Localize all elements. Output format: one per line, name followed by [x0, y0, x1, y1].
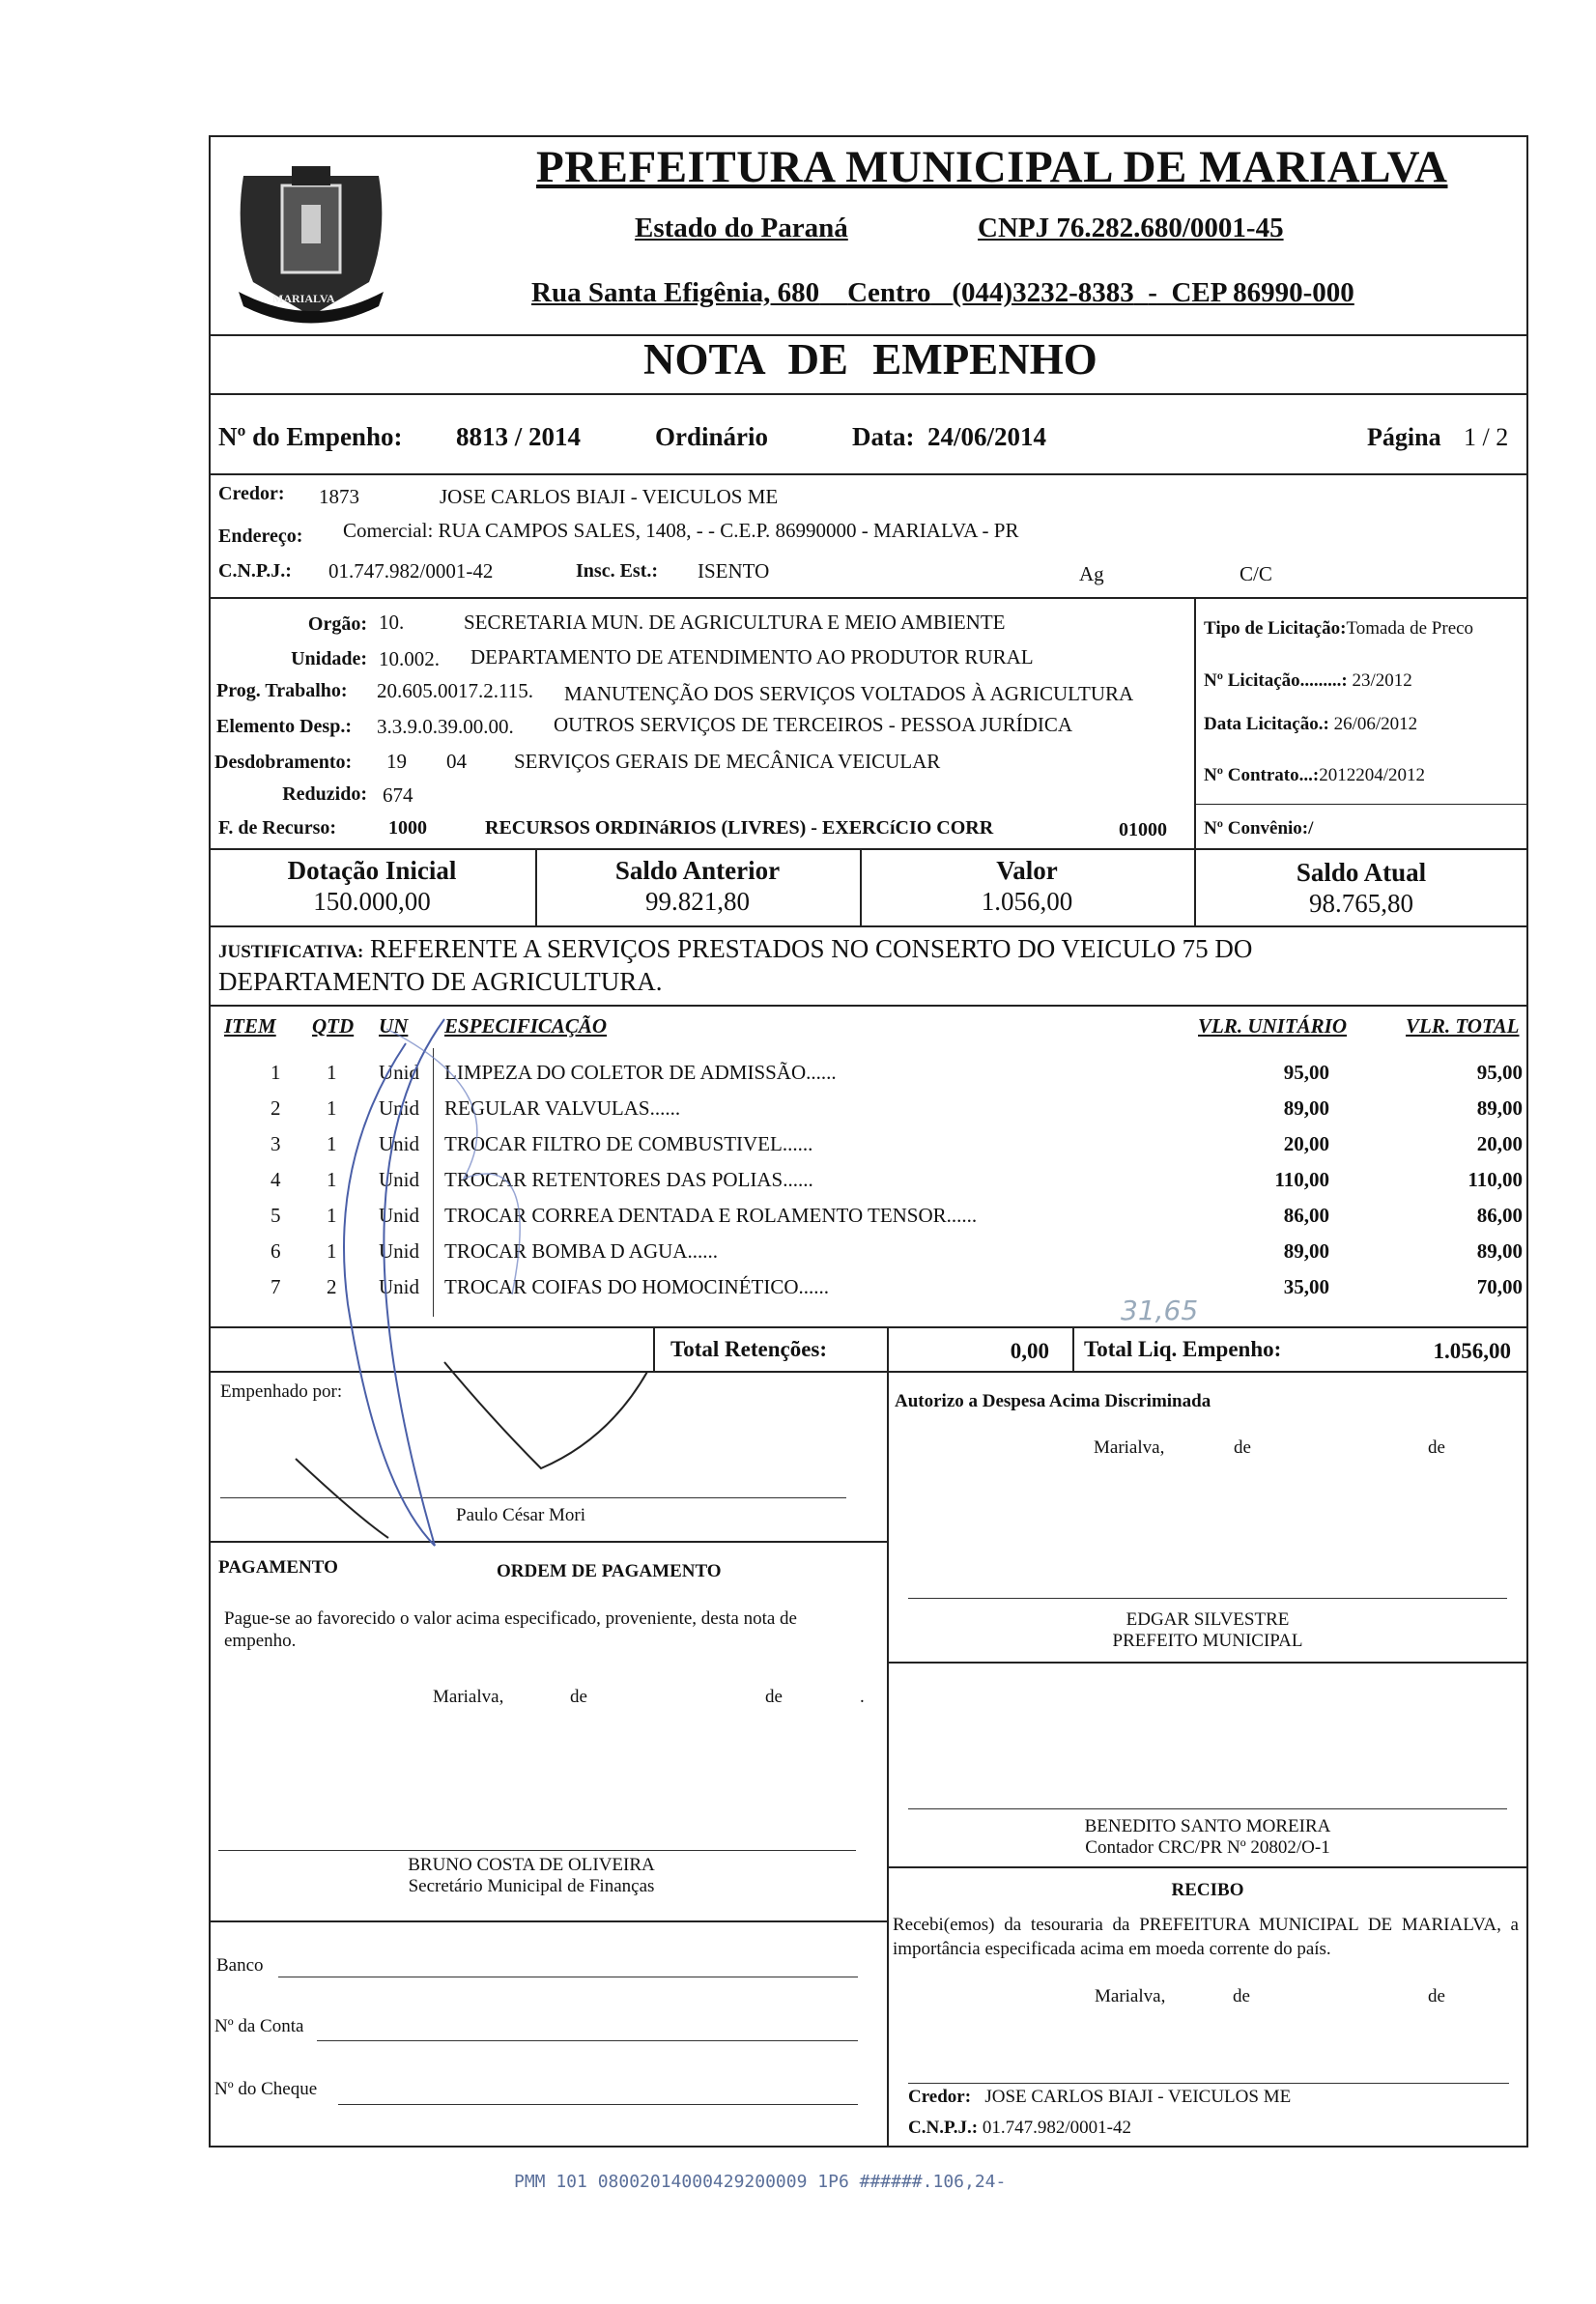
- conta-field[interactable]: [317, 2040, 858, 2041]
- col-qtd: QTD: [312, 1014, 355, 1038]
- dotacao-value: 150.000,00: [313, 887, 431, 916]
- desd-label: Desdobramento:: [214, 752, 353, 773]
- row-item: 2: [271, 1096, 281, 1120]
- prefeito-role: PREFEITO MUNICIPAL: [1112, 1631, 1303, 1651]
- retencoes-label: Total Retenções:: [670, 1337, 828, 1361]
- divider: [209, 393, 1528, 395]
- row-spec: TROCAR BOMBA D AGUA......: [444, 1239, 718, 1263]
- row-total: 95,00: [1476, 1061, 1523, 1084]
- licitacao-num: [1204, 670, 1412, 692]
- header-dash: -: [1148, 277, 1157, 308]
- licitacao-num-value: 23/2012: [1352, 670, 1412, 691]
- orgao-name: SECRETARIA MUN. DE AGRICULTURA E MEIO AMBIENTE: [464, 611, 1006, 634]
- anterior-value: 99.821,80: [645, 887, 750, 916]
- pagamento-city: Marialva,: [433, 1687, 504, 1707]
- recibo-cnpj: [908, 2118, 1131, 2139]
- recibo-text: Recebi(emos) da tesouraria da PREFEITURA MUNICIPAL DE MARIALVA, a importância especificada acima em moeda corrente do país.: [893, 1915, 1519, 1959]
- contador-name: BENEDITO SANTO MOREIRA: [1084, 1816, 1331, 1836]
- row-spec: TROCAR FILTRO DE COMBUSTIVEL......: [444, 1132, 813, 1155]
- licitacao-contrato-value: 2012204/2012: [1319, 765, 1425, 785]
- row-qtd: 1: [327, 1204, 337, 1227]
- secretario-name: BRUNO COSTA DE OLIVEIRA: [408, 1855, 655, 1875]
- licitacao-tipo: [1204, 618, 1473, 640]
- row-total: 70,00: [1476, 1275, 1523, 1298]
- row-un: Unid: [379, 1239, 419, 1263]
- ie-label: Insc. Est.:: [576, 560, 659, 582]
- licitacao-contrato-label: Nº Contrato...:: [1204, 765, 1320, 785]
- col-unit: VLR. UNITÁRIO: [1198, 1014, 1348, 1038]
- row-qtd: 1: [327, 1061, 337, 1084]
- row-un: Unid: [379, 1096, 419, 1120]
- licitacao-tipo-label: Tipo de Licitação:: [1204, 618, 1347, 639]
- recibo-cnpj-value: 01.747.982/0001-42: [982, 2118, 1131, 2138]
- divider: [887, 1866, 1528, 1868]
- unidade-name: DEPARTAMENTO DE ATENDIMENTO AO PRODUTOR RURAL: [470, 645, 1034, 668]
- row-unit: 35,00: [1283, 1275, 1329, 1298]
- credor-label: Credor:: [218, 483, 285, 504]
- fonte-label: F. de Recurso:: [218, 817, 337, 839]
- col-spec: ESPECIFICAÇÃO: [444, 1014, 608, 1038]
- address-label: Endereço:: [218, 526, 303, 547]
- licitacao-data-value: 26/06/2012: [1333, 714, 1418, 734]
- row-total: 20,00: [1476, 1132, 1523, 1155]
- row-item: 3: [271, 1132, 281, 1155]
- row-item: 5: [271, 1204, 281, 1227]
- row-qtd: 1: [327, 1168, 337, 1191]
- divider: [209, 925, 1528, 927]
- row-spec: TROCAR CORREA DENTADA E ROLAMENTO TENSOR......: [444, 1204, 978, 1227]
- reduzido-value: 674: [383, 783, 413, 807]
- row-un: Unid: [379, 1132, 419, 1155]
- header-cnpj: CNPJ 76.282.680/0001-45: [978, 213, 1284, 243]
- header-phone: (044)3232-8383: [952, 277, 1134, 308]
- valor-value: 1.056,00: [981, 887, 1073, 916]
- justificativa-label: JUSTIFICATIVA:: [218, 942, 364, 962]
- dotacao-label: Dotação Inicial: [287, 856, 457, 885]
- atual-label: Saldo Atual: [1296, 858, 1427, 887]
- pagamento-de2: de: [765, 1687, 783, 1707]
- empenho-date: 24/06/2014: [927, 422, 1047, 451]
- fonte-name: RECURSOS ORDINáRIOS (LIVRES) - EXERCíCIO CORR: [485, 817, 994, 839]
- recibo-de2: de: [1428, 1986, 1445, 2006]
- cheque-field[interactable]: [338, 2104, 858, 2105]
- row-spec: LIMPEZA DO COLETOR DE ADMISSÃO......: [444, 1061, 837, 1084]
- desd-name: SERVIÇOS GERAIS DE MECÂNICA VEICULAR: [514, 750, 941, 773]
- credor-code: 1873: [319, 485, 359, 508]
- row-qtd: 2: [327, 1275, 337, 1298]
- col-un: UN: [379, 1014, 409, 1038]
- row-item: 4: [271, 1168, 281, 1191]
- page-number: 1 / 2: [1464, 423, 1509, 451]
- autorizo-de2: de: [1428, 1437, 1445, 1458]
- row-item: 6: [271, 1239, 281, 1263]
- divider: [887, 1326, 889, 1371]
- recibo-credor-label: Credor:: [908, 2087, 972, 2107]
- row-spec: REGULAR VALVULAS......: [444, 1096, 681, 1120]
- empenhado-label: Empenhado por:: [220, 1381, 343, 1402]
- recibo-cnpj-label: C.N.P.J.:: [908, 2118, 979, 2138]
- empenho-label: Nº do Empenho:: [218, 422, 403, 451]
- page-label: Página: [1367, 423, 1441, 451]
- prefeito-name: EDGAR SILVESTRE: [1126, 1609, 1290, 1630]
- ag-label: Ag: [1079, 562, 1104, 585]
- divider: [209, 848, 1528, 850]
- recibo-credor: [908, 2087, 1291, 2108]
- divider: [209, 1920, 887, 1922]
- col-total: VLR. TOTAL: [1406, 1014, 1520, 1038]
- fonte-code: 1000: [388, 817, 427, 839]
- signature-line: [908, 2083, 1509, 2084]
- unidade-code: 10.002.: [379, 647, 440, 670]
- header-street: Rua Santa Efigênia, 680: [531, 277, 820, 308]
- doc-title: NOTA DE EMPENHO: [643, 335, 1097, 384]
- row-item: 7: [271, 1275, 281, 1298]
- row-un: Unid: [379, 1275, 419, 1298]
- header-state: Estado do Paraná: [635, 213, 848, 243]
- seal-text: MARIALVA: [272, 292, 335, 305]
- retencoes-value: 0,00: [1010, 1339, 1049, 1363]
- prog-label: Prog. Trabalho:: [216, 680, 348, 701]
- elem-name: OUTROS SERVIÇOS DE TERCEIROS - PESSOA JURÍDICA: [554, 713, 1073, 736]
- autorizo-city: Marialva,: [1094, 1437, 1165, 1458]
- signature-line: [218, 1850, 856, 1851]
- header-title: PREFEITURA MUNICIPAL DE MARIALVA: [536, 142, 1448, 192]
- row-un: Unid: [379, 1168, 419, 1191]
- pen-signature: [290, 1005, 676, 1555]
- elem-code: 3.3.9.0.39.00.00.: [377, 715, 514, 738]
- row-qtd: 1: [327, 1239, 337, 1263]
- recibo-de1: de: [1233, 1986, 1250, 2006]
- divider: [209, 597, 1528, 599]
- justificativa-line1: REFERENTE A SERVIÇOS PRESTADOS NO CONSERTO DO VEICULO 75 DO: [370, 934, 1253, 963]
- row-total: 86,00: [1476, 1204, 1523, 1227]
- header-cep: CEP 86990-000: [1171, 277, 1354, 308]
- autorizo-de1: de: [1234, 1437, 1251, 1458]
- divider: [887, 1662, 1528, 1664]
- contador-role: Contador CRC/PR Nº 20802/O-1: [1085, 1837, 1330, 1858]
- unidade-label: Unidade:: [291, 648, 367, 669]
- row-qtd: 1: [327, 1132, 337, 1155]
- footer-stamp: PMM 101 08002014000429200009 1P6 ######.106,24-: [514, 2172, 1007, 2192]
- empenho-number: 8813 / 2014: [456, 422, 582, 451]
- divider: [1072, 1326, 1074, 1371]
- cnpj-label: C.N.P.J.:: [218, 560, 292, 582]
- recibo-label: RECIBO: [1171, 1880, 1244, 1900]
- row-unit: 20,00: [1283, 1132, 1329, 1155]
- justificativa: [218, 934, 1252, 996]
- divider: [1194, 804, 1528, 805]
- row-total: 89,00: [1476, 1096, 1523, 1120]
- signature-line: [908, 1808, 1507, 1809]
- credor-ie: ISENTO: [698, 559, 770, 583]
- empenho-date-label: Data:: [852, 422, 915, 451]
- credor-cnpj: 01.747.982/0001-42: [328, 559, 494, 583]
- row-spec: TROCAR RETENTORES DAS POLIAS......: [444, 1168, 813, 1191]
- divider: [887, 1371, 889, 2148]
- desd-code2: 04: [446, 750, 467, 773]
- pague-text: Pague-se ao favorecido o valor acima especificado, proveniente, desta nota de empenho.: [224, 1608, 797, 1651]
- row-item: 1: [271, 1061, 281, 1084]
- pagamento-de1: de: [570, 1687, 587, 1707]
- liq-label: Total Liq. Empenho:: [1084, 1337, 1282, 1361]
- licitacao-contrato: [1204, 765, 1425, 786]
- anterior-label: Saldo Anterior: [614, 856, 781, 885]
- licitacao-data-label: Data Licitação.:: [1204, 714, 1329, 734]
- atual-value: 98.765,80: [1309, 889, 1413, 918]
- prog-name: MANUTENÇÃO DOS SERVIÇOS VOLTADOS À AGRICULTURA: [564, 682, 1134, 705]
- row-unit: 89,00: [1283, 1096, 1329, 1120]
- credor-name: JOSE CARLOS BIAJI - VEICULOS ME: [440, 485, 779, 508]
- licitacao-num-label: Nº Licitação.........:: [1204, 670, 1348, 691]
- row-unit: 95,00: [1283, 1061, 1329, 1084]
- licitacao-convenio: Nº Convênio:/: [1204, 818, 1314, 839]
- header-district: Centro: [847, 277, 931, 308]
- prog-code: 20.605.0017.2.115.: [377, 679, 533, 702]
- row-unit: 89,00: [1283, 1239, 1329, 1263]
- divider: [209, 473, 1528, 475]
- credor-address: Comercial: RUA CAMPOS SALES, 1408, - - C.E.P. 86990000 - MARIALVA - PR: [343, 519, 1019, 542]
- autorizo-text: Autorizo a Despesa Acima Discriminada: [895, 1391, 1211, 1411]
- valor-label: Valor: [996, 856, 1058, 885]
- banco-label: Banco: [216, 1955, 264, 1976]
- secretario-role: Secretário Municipal de Finanças: [408, 1876, 655, 1896]
- conta-label: Nº da Conta: [214, 2016, 304, 2036]
- orgao-label: Orgão:: [307, 613, 367, 635]
- pagamento-label: PAGAMENTO: [218, 1557, 338, 1578]
- pagamento-dot: .: [860, 1687, 865, 1707]
- row-un: Unid: [379, 1204, 419, 1227]
- justificativa-line2: DEPARTAMENTO DE AGRICULTURA.: [218, 967, 663, 996]
- empenhado-name: Paulo César Mori: [456, 1505, 586, 1525]
- header-address: [531, 277, 1354, 309]
- fonte-code2: 01000: [1119, 819, 1167, 840]
- recibo-city: Marialva,: [1095, 1986, 1166, 2006]
- elem-label: Elemento Desp.:: [216, 716, 352, 737]
- row-unit: 86,00: [1283, 1204, 1329, 1227]
- cc-label: C/C: [1240, 562, 1272, 585]
- row-total: 110,00: [1468, 1168, 1523, 1191]
- liq-value: 1.056,00: [1433, 1339, 1511, 1363]
- licitacao-data: [1204, 714, 1417, 735]
- row-qtd: 1: [327, 1096, 337, 1120]
- row-un: Unid: [379, 1061, 419, 1084]
- orgao-code: 10.: [379, 611, 405, 634]
- row-spec: TROCAR COIFAS DO HOMOCINÉTICO......: [444, 1275, 830, 1298]
- col-item: ITEM: [224, 1014, 276, 1038]
- municipal-seal: [214, 137, 408, 330]
- handwritten-note: 31,65: [1121, 1294, 1199, 1326]
- cheque-label: Nº do Cheque: [214, 2079, 318, 2099]
- reduzido-label: Reduzido:: [282, 783, 367, 805]
- recibo-credor-name: JOSE CARLOS BIAJI - VEICULOS ME: [984, 2087, 1292, 2107]
- signature-line: [908, 1598, 1507, 1599]
- row-total: 89,00: [1476, 1239, 1523, 1263]
- empenho-type: Ordinário: [655, 422, 769, 451]
- licitacao-tipo-value: Tomada de Preco: [1346, 618, 1474, 639]
- row-unit: 110,00: [1274, 1168, 1329, 1191]
- ordem-label: ORDEM DE PAGAMENTO: [497, 1561, 722, 1581]
- desd-code1: 19: [386, 750, 407, 773]
